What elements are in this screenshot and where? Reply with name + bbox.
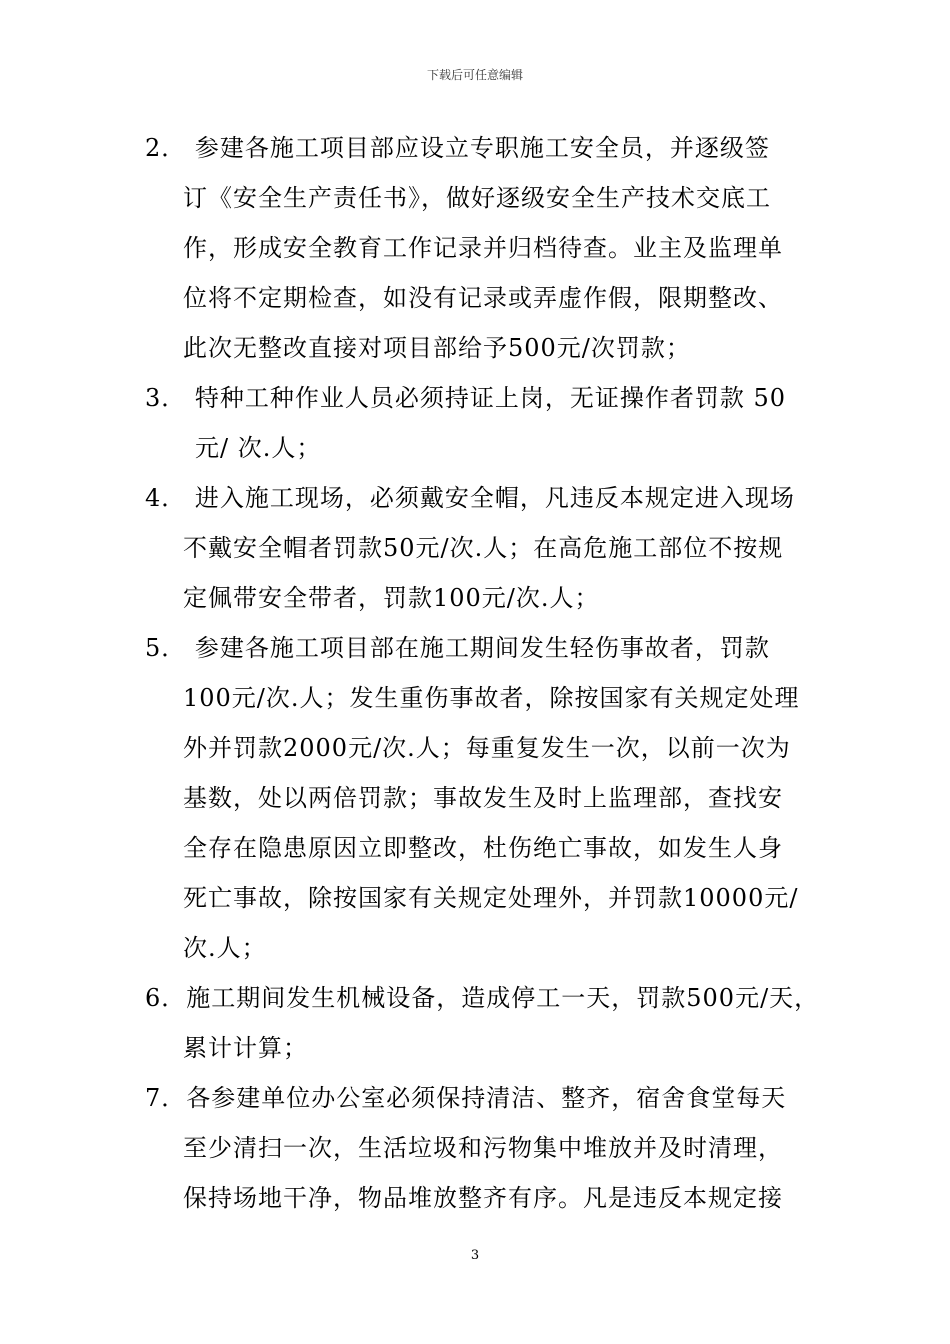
item-5-line-3: 外并罚款2000元/次.人；每重复发生一次，以前一次为 [183, 734, 791, 762]
item-7-line-1: 7．各参建单位办公室必须保持清洁、整齐，宿舍食堂每天 [145, 1084, 787, 1112]
item-5-line-1: 5． 参建各施工项目部在施工期间发生轻伤事故者，罚款 [145, 634, 770, 662]
item-5-line-6: 死亡事故，除按国家有关规定处理外，并罚款10000元/ [183, 884, 799, 912]
item-2-line-4: 位将不定期检查，如没有记录或弄虚作假，限期整改、 [183, 284, 783, 312]
item-2-line-2: 订《安全生产责任书》，做好逐级安全生产技术交底工 [183, 184, 771, 212]
page-number: 3 [470, 1248, 480, 1263]
item-7-line-2: 至少清扫一次，生活垃圾和污物集中堆放并及时清理， [183, 1134, 783, 1162]
item-3-line-2: 元/ 次.人； [195, 434, 322, 462]
item-3-line-1: 3． 特种工种作业人员必须持证上岗，无证操作者罚款 50 [145, 384, 787, 412]
item-7-line-3: 保持场地干净，物品堆放整齐有序。凡是违反本规定接 [183, 1184, 783, 1212]
item-2-line-5: 此次无整改直接对项目部给予500元/次罚款； [183, 334, 691, 362]
item-6-line-1: 6．施工期间发生机械设备，造成停工一天，罚款500元/天， [145, 984, 820, 1012]
item-5-line-5: 全存在隐患原因立即整改，杜伤绝亡事故，如发生人身 [183, 834, 783, 862]
item-5-line-4: 基数，处以两倍罚款；事故发生及时上监理部，查找安 [183, 784, 783, 812]
item-5-line-2: 100元/次.人；发生重伤事故者，除按国家有关规定处理 [183, 684, 800, 712]
item-2-line-3: 作，形成安全教育工作记录并归档待查。业主及监理单 [183, 234, 783, 262]
item-2-line-1: 2． 参建各施工项目部应设立专职施工安全员，并逐级签 [145, 134, 770, 162]
item-5-line-7: 次.人； [183, 934, 267, 962]
item-4-line-3: 定佩带安全带者，罚款100元/次.人； [183, 584, 600, 612]
page-header: 下载后可任意编辑 [426, 68, 523, 82]
item-6-line-2: 累计计算； [183, 1034, 308, 1062]
item-4-line-1: 4． 进入施工现场，必须戴安全帽，凡违反本规定进入现场 [145, 484, 795, 512]
item-4-line-2: 不戴安全帽者罚款50元/次.人；在高危施工部位不按规 [183, 534, 784, 562]
